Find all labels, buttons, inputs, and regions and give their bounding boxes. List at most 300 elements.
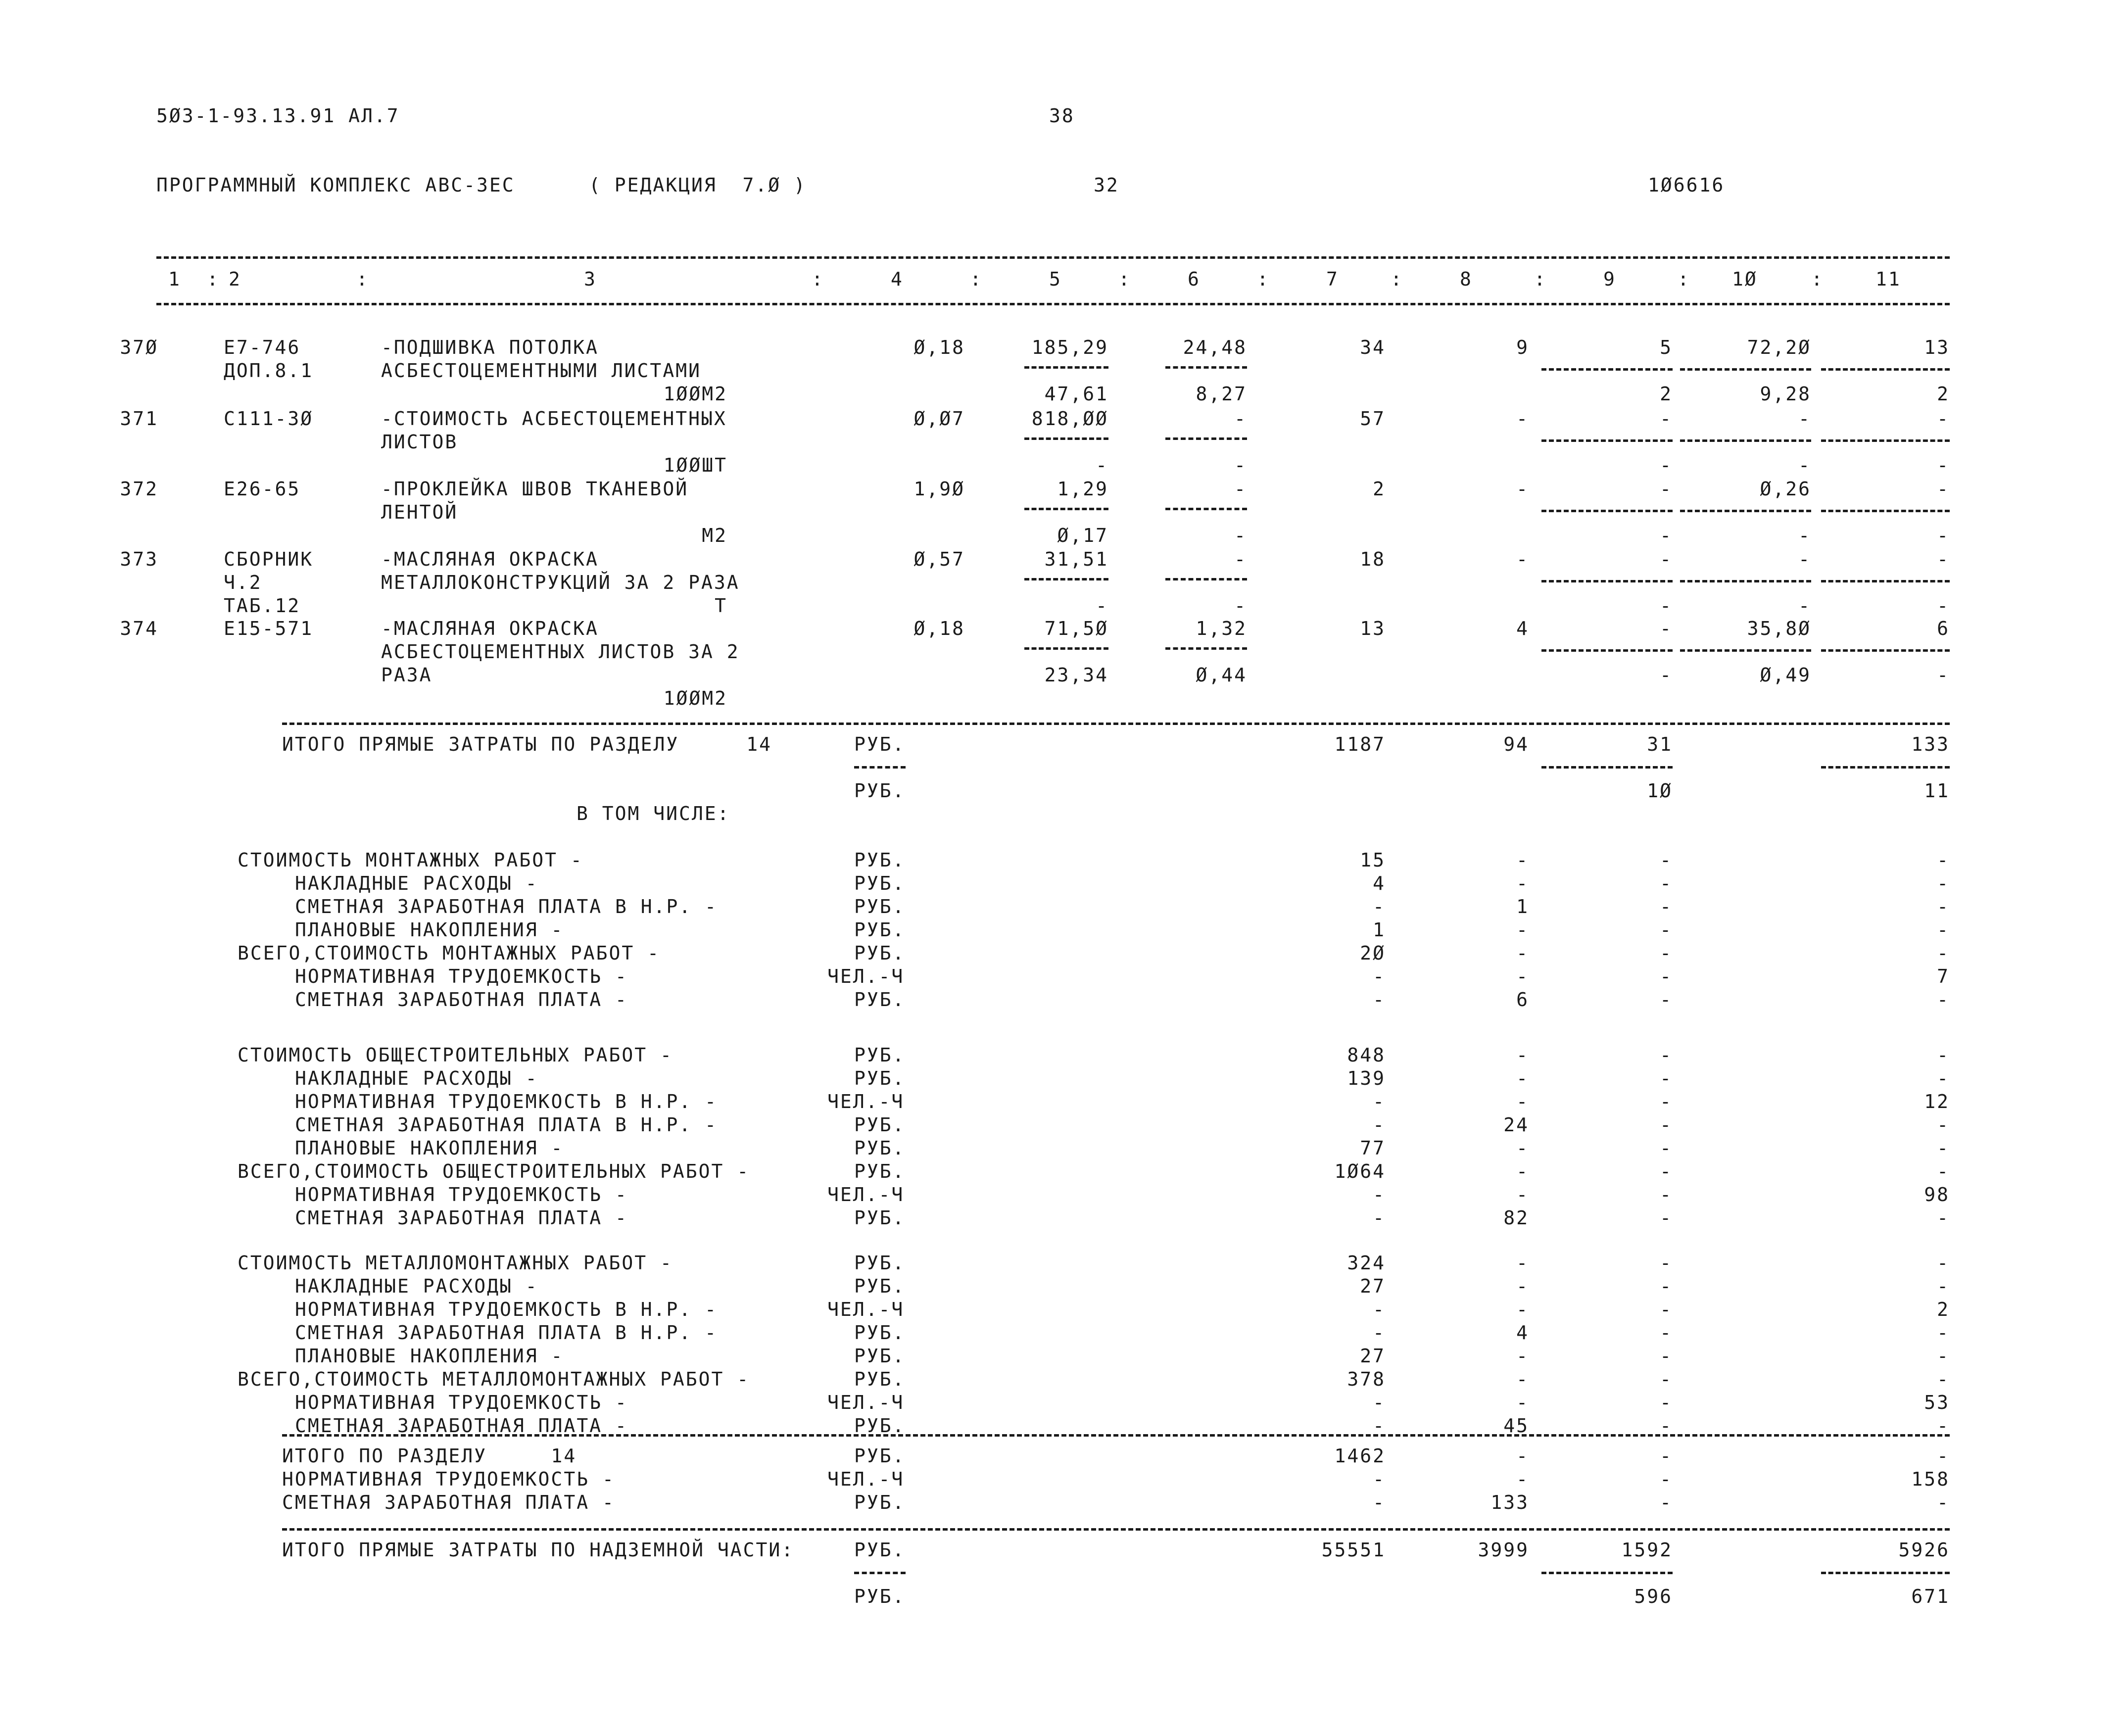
column-header: 8 xyxy=(1460,268,1473,290)
breakdown-unit: РУБ. xyxy=(854,1160,906,1182)
section-number: 14 xyxy=(746,733,772,755)
breakdown-unit: РУБ. xyxy=(854,1275,906,1297)
breakdown-col9: - xyxy=(1660,1044,1673,1066)
col9-value-lower: - xyxy=(1660,664,1673,686)
machine-cost: - xyxy=(1234,548,1247,570)
col11-value-lower: - xyxy=(1937,595,1950,617)
breakdown-col8: 6 xyxy=(1516,989,1529,1011)
breakdown-unit: РУБ. xyxy=(854,1207,906,1229)
column-separator: : xyxy=(207,268,220,290)
breakdown-col9: - xyxy=(1660,942,1673,964)
section-total-col8: 94 xyxy=(1503,733,1529,755)
col11-value: - xyxy=(1937,478,1950,500)
edition-label: ( РЕДАКЦИЯ 7.Ø ) xyxy=(589,174,807,196)
summary-col11: 158 xyxy=(1911,1468,1950,1490)
breakdown-label: СТОИМОСТЬ ОБЩЕСТРОИТЕЛЬНЫХ РАБОТ - xyxy=(238,1044,673,1066)
breakdown-col9: - xyxy=(1660,849,1673,871)
breakdown-col8: - xyxy=(1516,1184,1529,1206)
breakdown-label: НОРМАТИВНАЯ ТРУДОЕМКОСТЬ В Н.Р. - xyxy=(295,1091,718,1112)
cell-divider xyxy=(1165,437,1247,440)
summary-col7: 1462 xyxy=(1334,1445,1386,1467)
unit-cost-total: 31,51 xyxy=(1044,548,1108,570)
unit-cost-total: 71,5Ø xyxy=(1044,618,1108,639)
breakdown-unit: ЧЕЛ.-Ч xyxy=(827,1091,905,1112)
breakdown-col7: 848 xyxy=(1347,1044,1386,1066)
breakdown-col7: - xyxy=(1373,1184,1386,1206)
grand-total-unit: РУБ. xyxy=(854,1539,906,1561)
machine-cost: - xyxy=(1234,408,1247,430)
breakdown-col8: - xyxy=(1516,965,1529,987)
total-cost: 34 xyxy=(1360,337,1386,358)
breakdown-unit: РУБ. xyxy=(854,872,906,894)
breakdown-unit: РУБ. xyxy=(854,1252,906,1274)
breakdown-col8: - xyxy=(1516,1275,1529,1297)
column-header: 7 xyxy=(1326,268,1339,290)
price-code: ДОП.8.1 xyxy=(224,360,314,382)
breakdown-unit: РУБ. xyxy=(854,942,906,964)
breakdown-unit: РУБ. xyxy=(854,989,906,1011)
cell-divider xyxy=(1821,510,1950,512)
breakdown-col8: 82 xyxy=(1503,1207,1529,1229)
machine-cost: - xyxy=(1234,478,1247,500)
summary-unit: РУБ. xyxy=(854,1445,906,1467)
machine-cost: 24,48 xyxy=(1183,337,1247,358)
breakdown-col8: 45 xyxy=(1503,1415,1529,1437)
breakdown-col11: - xyxy=(1937,1207,1950,1229)
breakdown-col8: - xyxy=(1516,1252,1529,1274)
col9-value: - xyxy=(1660,408,1673,430)
quantity: Ø,18 xyxy=(913,337,965,358)
price-code: Е7-746 xyxy=(224,337,301,358)
breakdown-col7: - xyxy=(1373,1392,1386,1413)
breakdown-col11: 12 xyxy=(1924,1091,1950,1112)
breakdown-label: СМЕТНАЯ ЗАРАБОТНАЯ ПЛАТА - xyxy=(295,989,628,1011)
col10-value-lower: - xyxy=(1798,595,1811,617)
col8-value: - xyxy=(1516,478,1529,500)
section-total-col7: 1187 xyxy=(1334,733,1386,755)
cell-divider xyxy=(1165,647,1247,650)
item-number: 373 xyxy=(120,548,158,570)
summary-unit: РУБ. xyxy=(854,1492,906,1513)
col10-value-lower: Ø,49 xyxy=(1760,664,1811,686)
column-header: 9 xyxy=(1603,268,1616,290)
breakdown-col7: - xyxy=(1373,1114,1386,1136)
summary-col7: - xyxy=(1373,1468,1386,1490)
work-description: АСБЕСТОЦЕМЕНТНЫХ ЛИСТОВ ЗА 2 xyxy=(381,641,740,663)
price-code: Ч.2 xyxy=(224,572,262,593)
breakdown-col8: - xyxy=(1516,1067,1529,1089)
breakdown-col7: 2Ø xyxy=(1360,942,1386,964)
breakdown-col11: 98 xyxy=(1924,1184,1950,1206)
col8-value: - xyxy=(1516,548,1529,570)
breakdown-unit: РУБ. xyxy=(854,1114,906,1136)
cell-divider xyxy=(1541,368,1673,371)
quantity: Ø,Ø7 xyxy=(913,408,965,430)
item-number: 372 xyxy=(120,478,158,500)
breakdown-col9: - xyxy=(1660,1067,1673,1089)
col10-value: - xyxy=(1798,408,1811,430)
cell-divider xyxy=(1821,766,1950,769)
price-code: Е26-65 xyxy=(224,478,301,500)
cell-divider xyxy=(1680,368,1811,371)
col11-value: - xyxy=(1937,548,1950,570)
col9-value: - xyxy=(1660,548,1673,570)
col10-value: 72,2Ø xyxy=(1747,337,1811,358)
machine-wages: 8,27 xyxy=(1196,383,1247,405)
work-description: -МАСЛЯНАЯ ОКРАСКА xyxy=(381,618,599,639)
cell-divider xyxy=(1165,508,1247,510)
breakdown-col9: - xyxy=(1660,1252,1673,1274)
breakdown-col8: 4 xyxy=(1516,1322,1529,1344)
breakdown-col8: - xyxy=(1516,1160,1529,1182)
summary-col8: - xyxy=(1516,1445,1529,1467)
breakdown-label: ВСЕГО,СТОИМОСТЬ МЕТАЛЛОМОНТАЖНЫХ РАБОТ - xyxy=(238,1368,750,1390)
breakdown-col8: - xyxy=(1516,1368,1529,1390)
breakdown-col9: - xyxy=(1660,1275,1673,1297)
quantity: Ø,18 xyxy=(913,618,965,639)
sheet-number: 32 xyxy=(1094,174,1119,196)
col8-value: - xyxy=(1516,408,1529,430)
breakdown-col11: 2 xyxy=(1937,1299,1950,1320)
breakdown-col7: - xyxy=(1373,1299,1386,1320)
breakdown-col11: - xyxy=(1937,1368,1950,1390)
col8-value: 9 xyxy=(1516,337,1529,358)
col11-value: 13 xyxy=(1924,337,1950,358)
breakdown-col7: 15 xyxy=(1360,849,1386,871)
column-header: 4 xyxy=(891,268,904,290)
cell-divider xyxy=(1024,437,1108,440)
cell-divider xyxy=(1541,580,1673,582)
price-code: СБОРНИК xyxy=(224,548,314,570)
breakdown-col11: - xyxy=(1937,896,1950,917)
breakdown-col11: - xyxy=(1937,1044,1950,1066)
breakdown-unit: РУБ. xyxy=(854,1137,906,1159)
unit-of-measure: 1ØØМ2 xyxy=(663,687,727,709)
section-total-unit: РУБ. xyxy=(854,733,906,755)
grand-total-rule xyxy=(282,1528,1950,1531)
column-separator: : xyxy=(1257,268,1270,290)
column-separator: : xyxy=(1118,268,1131,290)
machine-wages: - xyxy=(1234,525,1247,546)
summary-col9: - xyxy=(1660,1468,1673,1490)
summary-label: ИТОГО ПО РАЗДЕЛУ 14 xyxy=(282,1445,577,1467)
unit-of-measure: М2 xyxy=(702,525,727,546)
breakdown-col11: - xyxy=(1937,1137,1950,1159)
unit-cost-total: 185,29 xyxy=(1031,337,1108,358)
breakdown-col7: - xyxy=(1373,896,1386,917)
breakdown-col7: - xyxy=(1373,965,1386,987)
work-description: РАЗА xyxy=(381,664,432,686)
breakdown-col9: - xyxy=(1660,1137,1673,1159)
cell-divider xyxy=(1821,649,1950,652)
breakdown-label: ВСЕГО,СТОИМОСТЬ МОНТАЖНЫХ РАБОТ - xyxy=(238,942,660,964)
summary-col7: - xyxy=(1373,1492,1386,1513)
unit-cost-total: 818,ØØ xyxy=(1031,408,1108,430)
breakdown-unit: РУБ. xyxy=(854,1345,906,1367)
breakdown-unit: РУБ. xyxy=(854,1044,906,1066)
col11-value-lower: - xyxy=(1937,525,1950,546)
breakdown-label: ВСЕГО,СТОИМОСТЬ ОБЩЕСТРОИТЕЛЬНЫХ РАБОТ - xyxy=(238,1160,750,1182)
breakdown-col11: - xyxy=(1937,1160,1950,1182)
breakdown-col9: - xyxy=(1660,1322,1673,1344)
col10-value-lower: 9,28 xyxy=(1760,383,1811,405)
col10-value: Ø,26 xyxy=(1760,478,1811,500)
quantity: 1,9Ø xyxy=(913,478,965,500)
unit-cost-wages: - xyxy=(1096,454,1108,476)
breakdown-col11: - xyxy=(1937,849,1950,871)
cell-divider xyxy=(1541,649,1673,652)
unit-cost-wages: 23,34 xyxy=(1044,664,1108,686)
quantity: Ø,57 xyxy=(913,548,965,570)
breakdown-unit: РУБ. xyxy=(854,1368,906,1390)
breakdown-col7: - xyxy=(1373,1415,1386,1437)
unit-of-measure: 1ØØШТ xyxy=(663,454,727,476)
breakdown-col8: - xyxy=(1516,942,1529,964)
breakdown-col11: - xyxy=(1937,872,1950,894)
page-number: 38 xyxy=(1049,105,1075,127)
breakdown-col9: - xyxy=(1660,896,1673,917)
breakdown-unit: РУБ. xyxy=(854,849,906,871)
breakdown-col9: - xyxy=(1660,1392,1673,1413)
work-description: -МАСЛЯНАЯ ОКРАСКА xyxy=(381,548,599,570)
breakdown-col8: - xyxy=(1516,1299,1529,1320)
breakdown-col11: - xyxy=(1937,1415,1950,1437)
breakdown-label: ПЛАНОВЫЕ НАКОПЛЕНИЯ - xyxy=(295,919,564,941)
column-header: 11 xyxy=(1875,268,1901,290)
breakdown-col11: - xyxy=(1937,1252,1950,1274)
work-description: ЛИСТОВ xyxy=(381,431,458,453)
breakdown-col8: - xyxy=(1516,1044,1529,1066)
breakdown-col7: 77 xyxy=(1360,1137,1386,1159)
section-total-col9-lower: 1Ø xyxy=(1647,780,1673,802)
table-top-rule xyxy=(156,256,1950,259)
col10-value: 35,8Ø xyxy=(1747,618,1811,639)
breakdown-col8: - xyxy=(1516,1137,1529,1159)
grand-total-col11: 5926 xyxy=(1898,1539,1950,1561)
column-separator: : xyxy=(1678,268,1690,290)
breakdown-label: НОРМАТИВНАЯ ТРУДОЕМКОСТЬ - xyxy=(295,1184,628,1206)
grand-total-col7: 55551 xyxy=(1321,1539,1386,1561)
breakdown-label: ПЛАНОВЫЕ НАКОПЛЕНИЯ - xyxy=(295,1345,564,1367)
section-rule xyxy=(282,723,1950,725)
breakdown-label: СМЕТНАЯ ЗАРАБОТНАЯ ПЛАТА В Н.Р. - xyxy=(295,1114,718,1136)
cell-divider xyxy=(1541,439,1673,442)
breakdown-col7: - xyxy=(1373,989,1386,1011)
summary-label: СМЕТНАЯ ЗАРАБОТНАЯ ПЛАТА - xyxy=(282,1492,615,1513)
column-separator: : xyxy=(1534,268,1547,290)
price-code: ТАБ.12 xyxy=(224,595,301,617)
work-description: ЛЕНТОЙ xyxy=(381,501,458,523)
item-number: 37Ø xyxy=(120,337,158,358)
unit-cost-total: 1,29 xyxy=(1057,478,1108,500)
col9-value-lower: 2 xyxy=(1660,383,1673,405)
col11-value-lower: - xyxy=(1937,454,1950,476)
breakdown-col8: 24 xyxy=(1503,1114,1529,1136)
breakdown-col9: - xyxy=(1660,1114,1673,1136)
breakdown-label: СТОИМОСТЬ МОНТАЖНЫХ РАБОТ - xyxy=(238,849,583,871)
breakdown-col9: - xyxy=(1660,989,1673,1011)
breakdown-col7: - xyxy=(1373,1091,1386,1112)
column-header: 2 xyxy=(229,268,241,290)
breakdown-label: СТОИМОСТЬ МЕТАЛЛОМОНТАЖНЫХ РАБОТ - xyxy=(238,1252,673,1274)
cell-divider xyxy=(1024,366,1108,369)
total-cost: 57 xyxy=(1360,408,1386,430)
machine-wages: Ø,44 xyxy=(1196,664,1247,686)
breakdown-col7: 4 xyxy=(1373,872,1386,894)
summary-unit: ЧЕЛ.-Ч xyxy=(827,1468,905,1490)
col8-value: 4 xyxy=(1516,618,1529,639)
column-separator: : xyxy=(356,268,369,290)
cell-divider xyxy=(1541,1572,1673,1574)
price-code: С111-3Ø xyxy=(224,408,314,430)
breakdown-col11: - xyxy=(1937,1275,1950,1297)
breakdown-col9: - xyxy=(1660,1207,1673,1229)
breakdown-label: НОРМАТИВНАЯ ТРУДОЕМКОСТЬ - xyxy=(295,1392,628,1413)
breakdown-col8: 1 xyxy=(1516,896,1529,917)
col9-value: 5 xyxy=(1660,337,1673,358)
col9-value-lower: - xyxy=(1660,525,1673,546)
breakdown-col7: 1Ø64 xyxy=(1334,1160,1386,1182)
breakdown-col8: - xyxy=(1516,872,1529,894)
in-number-heading: В ТОМ ЧИСЛЕ: xyxy=(577,803,730,824)
item-number: 371 xyxy=(120,408,158,430)
breakdown-col11: 53 xyxy=(1924,1392,1950,1413)
breakdown-col8: - xyxy=(1516,849,1529,871)
breakdown-col9: - xyxy=(1660,1368,1673,1390)
summary-col9: - xyxy=(1660,1445,1673,1467)
column-separator: : xyxy=(812,268,824,290)
grand-total-col9: 1592 xyxy=(1621,1539,1673,1561)
cell-divider xyxy=(1680,649,1811,652)
summary-col11: - xyxy=(1937,1492,1950,1513)
column-header: 6 xyxy=(1188,268,1201,290)
summary-col9: - xyxy=(1660,1492,1673,1513)
breakdown-col9: - xyxy=(1660,1184,1673,1206)
cell-divider xyxy=(1165,366,1247,369)
breakdown-label: СМЕТНАЯ ЗАРАБОТНАЯ ПЛАТА - xyxy=(295,1415,628,1437)
breakdown-col8: - xyxy=(1516,1392,1529,1413)
breakdown-col9: - xyxy=(1660,872,1673,894)
breakdown-col11: - xyxy=(1937,1322,1950,1344)
summary-col11: - xyxy=(1937,1445,1950,1467)
breakdown-col9: - xyxy=(1660,1299,1673,1320)
col10-value-lower: - xyxy=(1798,525,1811,546)
breakdown-label: ПЛАНОВЫЕ НАКОПЛЕНИЯ - xyxy=(295,1137,564,1159)
total-cost: 18 xyxy=(1360,548,1386,570)
breakdown-unit: РУБ. xyxy=(854,1067,906,1089)
breakdown-col7: 324 xyxy=(1347,1252,1386,1274)
cell-divider xyxy=(1541,510,1673,512)
cell-divider xyxy=(1024,578,1108,580)
breakdown-col9: - xyxy=(1660,919,1673,941)
work-description: -ПРОКЛЕЙКА ШВОВ ТКАНЕВОЙ xyxy=(381,478,689,500)
breakdown-col9: - xyxy=(1660,1345,1673,1367)
total-cost: 2 xyxy=(1373,478,1386,500)
col10-value: - xyxy=(1798,548,1811,570)
cell-divider xyxy=(1165,578,1247,580)
unit-cost-wages: - xyxy=(1096,595,1108,617)
cell-divider xyxy=(1680,510,1811,512)
col11-value: 6 xyxy=(1937,618,1950,639)
doc-code: 5Ø3-1-93.13.91 АЛ.7 xyxy=(156,105,400,127)
breakdown-col7: 27 xyxy=(1360,1275,1386,1297)
col9-value-lower: - xyxy=(1660,595,1673,617)
breakdown-col9: - xyxy=(1660,965,1673,987)
cell-divider xyxy=(1821,368,1950,371)
breakdown-unit: ЧЕЛ.-Ч xyxy=(827,965,905,987)
summary-col8: 133 xyxy=(1490,1492,1529,1513)
breakdown-col11: 7 xyxy=(1937,965,1950,987)
col11-value: - xyxy=(1937,408,1950,430)
breakdown-col7: 1 xyxy=(1373,919,1386,941)
breakdown-label: СМЕТНАЯ ЗАРАБОТНАЯ ПЛАТА В Н.Р. - xyxy=(295,896,718,917)
breakdown-col11: - xyxy=(1937,989,1950,1011)
breakdown-col8: - xyxy=(1516,1091,1529,1112)
breakdown-col8: - xyxy=(1516,919,1529,941)
cell-divider xyxy=(1024,647,1108,650)
summary-label: НОРМАТИВНАЯ ТРУДОЕМКОСТЬ - xyxy=(282,1468,615,1490)
section-total-col11-lower: 11 xyxy=(1924,780,1950,802)
section-total-col11: 133 xyxy=(1911,733,1950,755)
breakdown-unit: РУБ. xyxy=(854,896,906,917)
breakdown-unit: ЧЕЛ.-Ч xyxy=(827,1299,905,1320)
breakdown-col7: 378 xyxy=(1347,1368,1386,1390)
breakdown-col11: - xyxy=(1937,1114,1950,1136)
breakdown-unit: РУБ. xyxy=(854,1322,906,1344)
grand-total-label: ИТОГО ПРЯМЫЕ ЗАТРАТЫ ПО НАДЗЕМНОЙ ЧАСТИ: xyxy=(282,1539,795,1561)
cell-divider xyxy=(1821,1572,1950,1574)
breakdown-unit: РУБ. xyxy=(854,919,906,941)
document-number: 1Ø6616 xyxy=(1648,174,1725,196)
work-description: -ПОДШИВКА ПОТОЛКА xyxy=(381,337,599,358)
column-separator: : xyxy=(1391,268,1403,290)
total-cost: 13 xyxy=(1360,618,1386,639)
grand-total-col9-lower: 596 xyxy=(1634,1586,1673,1607)
unit-cost-wages: Ø,17 xyxy=(1057,525,1108,546)
column-header: 5 xyxy=(1049,268,1062,290)
unit-of-measure: 1ØØМ2 xyxy=(663,383,727,405)
work-description: -СТОИМОСТЬ АСБЕСТОЦЕМЕНТНЫХ xyxy=(381,408,727,430)
item-number: 374 xyxy=(120,618,158,639)
work-description: МЕТАЛЛОКОНСТРУКЦИЙ ЗА 2 РАЗА xyxy=(381,572,740,593)
cell-divider xyxy=(1680,580,1811,582)
col9-value-lower: - xyxy=(1660,454,1673,476)
breakdown-col8: - xyxy=(1516,1345,1529,1367)
breakdown-col9: - xyxy=(1660,1160,1673,1182)
breakdown-unit: ЧЕЛ.-Ч xyxy=(827,1392,905,1413)
breakdown-col11: - xyxy=(1937,919,1950,941)
breakdown-label: НАКЛАДНЫЕ РАСХОДЫ - xyxy=(295,872,538,894)
work-description: АСБЕСТОЦЕМЕНТНЫМИ ЛИСТАМИ xyxy=(381,360,701,382)
column-separator: : xyxy=(1811,268,1824,290)
cell-divider xyxy=(1821,580,1950,582)
breakdown-label: НОРМАТИВНАЯ ТРУДОЕМКОСТЬ В Н.Р. - xyxy=(295,1299,718,1320)
program-name: ПРОГРАММНЫЙ КОМПЛЕКС АВС-3ЕС xyxy=(156,174,515,196)
breakdown-col7: - xyxy=(1373,1322,1386,1344)
cell-divider xyxy=(1821,439,1950,442)
grand-total-col8: 3999 xyxy=(1478,1539,1529,1561)
column-header: 1 xyxy=(168,268,181,290)
breakdown-col7: - xyxy=(1373,1207,1386,1229)
machine-cost: 1,32 xyxy=(1196,618,1247,639)
cell-divider xyxy=(1541,766,1673,769)
unit-divider xyxy=(854,766,906,769)
breakdown-col7: 139 xyxy=(1347,1067,1386,1089)
grand-total-unit-lower: РУБ. xyxy=(854,1586,906,1607)
table-header-rule xyxy=(156,303,1950,305)
section-total-col9: 31 xyxy=(1647,733,1673,755)
breakdown-col11: - xyxy=(1937,1345,1950,1367)
